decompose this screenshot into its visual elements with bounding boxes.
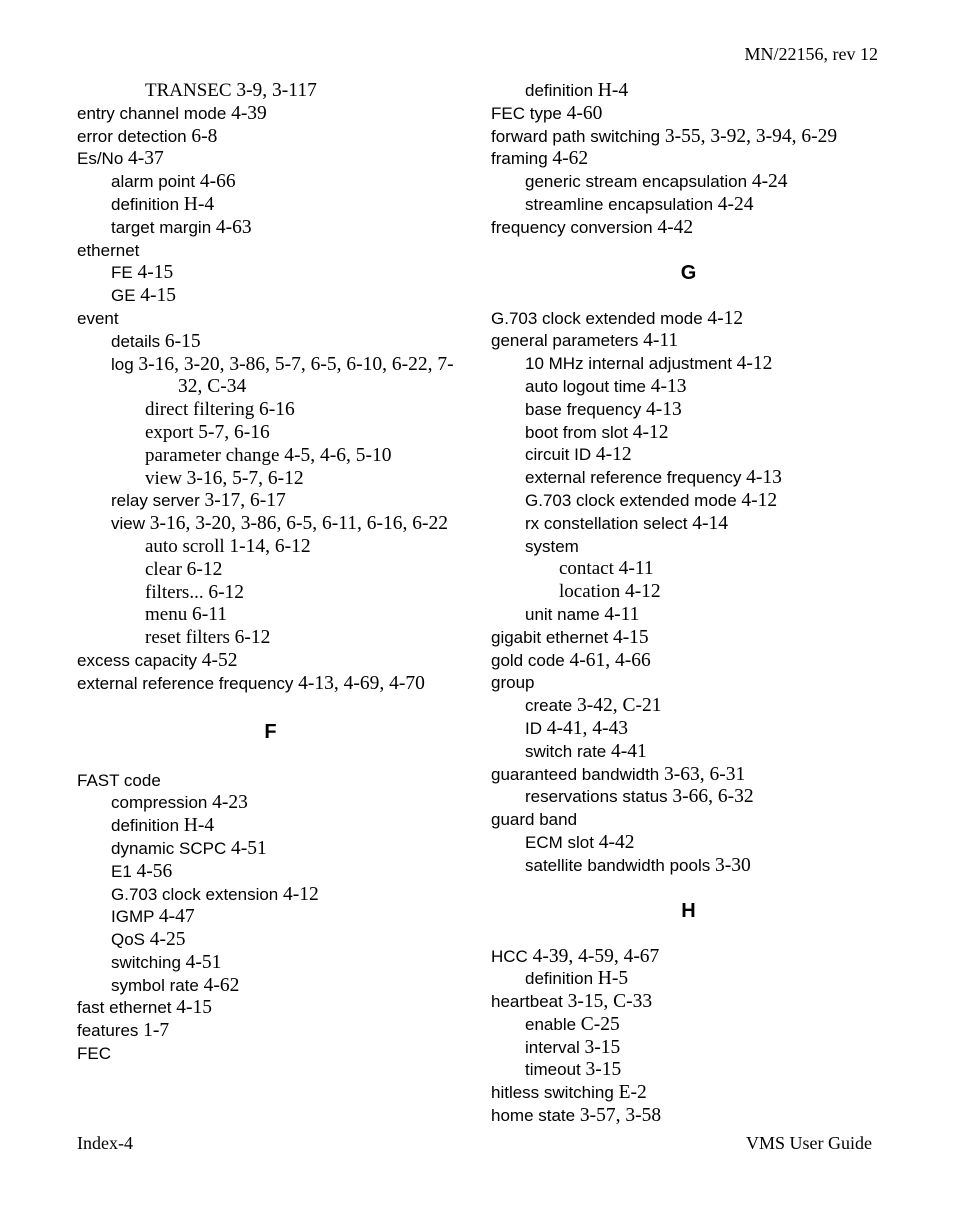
- index-page-refs[interactable]: 4-14: [692, 512, 729, 534]
- index-entry: [491, 194, 886, 217]
- index-term: switch rate: [525, 741, 607, 761]
- index-term: unit name: [525, 604, 600, 624]
- index-term: excess capacity: [77, 650, 197, 670]
- index-page-refs[interactable]: 4-15: [137, 262, 174, 284]
- index-page-refs[interactable]: 4-60: [566, 102, 603, 124]
- index-term: ECM slot: [525, 832, 594, 852]
- index-term: system: [525, 536, 579, 556]
- index-entry: [491, 786, 886, 809]
- index-term: G.703 clock extended mode: [491, 308, 703, 328]
- index-page-refs[interactable]: 4-42: [657, 216, 694, 238]
- index-entry: [77, 468, 464, 491]
- index-page-refs[interactable]: 4-66: [199, 171, 236, 193]
- index-entry: [491, 103, 886, 126]
- index-entry: [77, 171, 464, 194]
- index-entry: [491, 490, 886, 513]
- index-term: group: [491, 673, 535, 693]
- index-page-refs[interactable]: H-4: [183, 815, 215, 837]
- index-term: QoS: [111, 930, 146, 950]
- index-page-refs[interactable]: 4-15: [176, 997, 212, 1019]
- index-column-right: [491, 80, 886, 1128]
- index-entry: [491, 513, 886, 536]
- index-term: relay server: [111, 491, 200, 511]
- index-term: Es/No: [77, 149, 124, 169]
- index-page-refs[interactable]: H-4: [597, 80, 629, 101]
- index-page-refs[interactable]: 5-7, 6-16: [198, 421, 270, 443]
- index-entry: [491, 650, 886, 673]
- index-term: filters...: [145, 581, 204, 603]
- index-term: entry channel mode: [77, 103, 227, 123]
- index-entry: [491, 399, 886, 422]
- index-term: ethernet: [77, 240, 140, 260]
- index-entry: [491, 1105, 886, 1128]
- index-entry: [77, 884, 464, 907]
- index-term: HCC: [491, 946, 528, 966]
- index-term: FAST code: [77, 770, 161, 790]
- index-page-refs[interactable]: 3-15, C-33: [567, 991, 653, 1013]
- index-page-refs[interactable]: 6-8: [191, 125, 218, 147]
- index-entry: [77, 650, 464, 673]
- index-entry: [77, 1043, 464, 1066]
- index-term: generic stream encapsulation: [525, 172, 748, 192]
- index-entry: [491, 764, 886, 787]
- index-page-refs[interactable]: 3-17, 6-17: [204, 490, 286, 512]
- index-page-refs[interactable]: 4-5, 4-6, 5-10: [284, 444, 392, 466]
- index-page-refs[interactable]: 4-51: [185, 951, 222, 973]
- footer-doc-title: VMS User Guide: [746, 1133, 872, 1153]
- index-page-refs[interactable]: 4-12: [632, 421, 669, 443]
- index-entry: [491, 1082, 886, 1105]
- index-entry: [491, 695, 886, 718]
- index-term: heartbeat: [491, 992, 563, 1012]
- index-page-refs[interactable]: 6-16: [258, 399, 295, 421]
- index-term: G.703 clock extension: [111, 884, 279, 904]
- index-term: hitless switching: [491, 1083, 614, 1103]
- index-entry: [77, 906, 464, 929]
- index-term: TRANSEC: [145, 80, 232, 101]
- index-term: framing: [491, 149, 548, 169]
- index-page-refs[interactable]: 4-41, 4-43: [546, 717, 628, 739]
- index-page-refs[interactable]: E-2: [618, 1082, 647, 1104]
- index-page-refs[interactable]: 4-39, 4-59, 4-67: [532, 945, 660, 967]
- index-entry: [77, 770, 464, 793]
- index-term: details: [111, 331, 161, 351]
- index-entry: [491, 741, 886, 764]
- index-entry: [77, 604, 464, 627]
- index-page-refs[interactable]: 4-24: [717, 193, 754, 215]
- index-entry: [491, 353, 886, 376]
- index-page-refs[interactable]: 4-42: [598, 831, 635, 853]
- index-page-refs[interactable]: 4-47: [158, 906, 195, 928]
- index-page-refs[interactable]: 4-56: [136, 860, 173, 882]
- index-entry: [491, 126, 886, 149]
- letter-heading-g: G: [680, 262, 697, 285]
- index-term: target margin: [111, 217, 212, 237]
- index-page-refs[interactable]: H-5: [597, 968, 629, 990]
- index-entry: [77, 929, 464, 952]
- index-term: alarm point: [111, 172, 196, 192]
- index-page-refs[interactable]: 4-37: [128, 148, 164, 170]
- index-term: auto logout time: [525, 376, 646, 396]
- index-page-refs[interactable]: 3-30: [714, 854, 751, 876]
- index-term: direct filtering: [145, 399, 255, 421]
- header-doc-id: MN/22156, rev 12: [744, 44, 878, 64]
- index-entry: [491, 467, 886, 490]
- index-term: location: [559, 581, 621, 603]
- index-entry: [77, 997, 464, 1020]
- index-term: gold code: [491, 650, 565, 670]
- index-entry: [491, 376, 886, 399]
- index-term: home state: [491, 1106, 576, 1126]
- index-page-refs[interactable]: H-4: [183, 193, 215, 215]
- index-term: create: [525, 696, 573, 716]
- index-term: FEC type: [491, 103, 562, 123]
- index-entry: [77, 445, 464, 468]
- index-term: E1: [111, 861, 132, 881]
- index-entry: [491, 1037, 886, 1060]
- index-entry: [77, 673, 464, 696]
- index-page-refs[interactable]: 6-11: [191, 604, 227, 626]
- index-entry: [491, 809, 886, 832]
- index-entry: [491, 855, 886, 878]
- index-page-refs[interactable]: 1-7: [143, 1020, 170, 1042]
- index-page-refs[interactable]: 4-12: [741, 489, 778, 511]
- index-term: rx constellation select: [525, 513, 688, 533]
- index-page-refs[interactable]: 4-61, 4-66: [569, 649, 651, 671]
- index-entry: [77, 627, 464, 650]
- index-term: switching: [111, 952, 181, 972]
- index-term: circuit ID: [525, 445, 592, 465]
- index-page-refs[interactable]: 4-25: [149, 929, 186, 951]
- index-entry: [77, 331, 464, 354]
- index-term: boot from slot: [525, 422, 628, 442]
- index-term: definition: [525, 969, 594, 989]
- index-page-refs[interactable]: 4-13: [746, 467, 782, 489]
- index-term: frequency conversion: [491, 217, 653, 237]
- index-entry: [491, 558, 886, 581]
- index-term: symbol rate: [111, 975, 199, 995]
- index-entry: [77, 513, 464, 536]
- index-term: event: [77, 308, 119, 328]
- index-term: timeout: [525, 1060, 581, 1080]
- index-entry: [491, 308, 886, 331]
- index-page-refs[interactable]: 4-63: [215, 216, 252, 238]
- index-term: definition: [111, 194, 180, 214]
- index-page-refs[interactable]: 3-63, 6-31: [663, 763, 746, 785]
- index-page-refs[interactable]: 6-12: [208, 581, 245, 603]
- index-entry: [491, 171, 886, 194]
- index-term: ID: [525, 718, 542, 738]
- index-page-refs[interactable]: 6-15: [164, 330, 201, 352]
- index-term: general parameters: [491, 331, 639, 351]
- index-entry: [77, 490, 464, 513]
- index-entry: [77, 975, 464, 998]
- index-entry: [77, 217, 464, 240]
- index-term: G.703 clock extended mode: [525, 490, 737, 510]
- index-entry: [77, 559, 464, 582]
- index-entry: [77, 582, 464, 605]
- index-entry: [77, 240, 464, 263]
- index-page-refs[interactable]: 4-15: [612, 626, 649, 648]
- index-page-refs[interactable]: 3-15: [585, 1059, 622, 1081]
- index-entry: [77, 194, 464, 217]
- index-term: contact: [559, 558, 614, 580]
- index-page-refs[interactable]: 4-23: [212, 792, 248, 814]
- index-page-refs[interactable]: 4-15: [140, 285, 177, 307]
- index-page-refs[interactable]: 4-12: [736, 353, 773, 375]
- index-page-refs[interactable]: 3-55, 3-92, 3-94, 6-29: [664, 125, 838, 147]
- index-entry: [491, 330, 886, 353]
- index-term: view: [111, 514, 146, 534]
- index-term: reset filters: [145, 627, 230, 649]
- index-term: clear: [145, 558, 182, 580]
- index-term: view: [145, 467, 182, 489]
- index-term: base frequency: [525, 399, 642, 419]
- index-entry: [491, 604, 886, 627]
- index-entry: [491, 1014, 886, 1037]
- index-entry: [491, 991, 886, 1014]
- index-entry: [491, 946, 886, 969]
- index-term: error detection: [77, 126, 187, 146]
- index-term: auto scroll: [145, 535, 225, 557]
- index-term: enable: [525, 1014, 577, 1034]
- index-entry: [491, 80, 886, 103]
- index-page-refs[interactable]: 4-13: [650, 375, 687, 397]
- index-term: export: [145, 421, 194, 443]
- index-term: parameter change: [145, 444, 280, 466]
- index-entry: [77, 536, 464, 559]
- index-entry: [77, 148, 464, 171]
- index-page-refs[interactable]: 4-39: [231, 102, 267, 124]
- index-entry: [77, 792, 464, 815]
- index-entry: [77, 80, 464, 103]
- index-entry: [491, 148, 886, 171]
- index-entry: [491, 672, 886, 695]
- index-entry: [77, 838, 464, 861]
- index-term: guaranteed bandwidth: [491, 764, 660, 784]
- index-page-refs[interactable]: 6-12: [234, 627, 271, 649]
- index-term: satellite bandwidth pools: [525, 855, 711, 875]
- index-page-refs[interactable]: 4-24: [751, 171, 788, 193]
- index-entry: [77, 354, 464, 400]
- index-term: GE: [111, 286, 136, 306]
- letter-heading-f: F: [264, 721, 277, 744]
- index-page-refs[interactable]: 4-12: [283, 883, 319, 905]
- index-entry: [491, 217, 886, 240]
- index-term: FEC: [77, 1044, 111, 1064]
- index-entry: [491, 422, 886, 445]
- index-entry: [491, 536, 886, 559]
- index-page-refs[interactable]: 3-9, 3-117: [236, 80, 317, 101]
- index-page-refs[interactable]: 3-57, 3-58: [579, 1105, 662, 1127]
- index-entry: [77, 861, 464, 884]
- index-entry: [77, 815, 464, 838]
- index-entry: [491, 968, 886, 991]
- index-page-refs[interactable]: 4-62: [203, 974, 240, 996]
- index-page-refs[interactable]: 6-12: [186, 558, 223, 580]
- index-term: 10 MHz internal adjustment: [525, 354, 732, 374]
- index-entry: [77, 103, 464, 126]
- index-page-refs[interactable]: 4-51: [231, 837, 267, 859]
- index-term: definition: [111, 816, 180, 836]
- index-entry: [77, 285, 464, 308]
- index-entry: [77, 399, 464, 422]
- index-term: reservations status: [525, 787, 668, 807]
- index-page-refs[interactable]: 4-12: [595, 444, 632, 466]
- index-entry: [77, 126, 464, 149]
- index-entry: [77, 952, 464, 975]
- index-term: IGMP: [111, 907, 155, 927]
- index-term: FE: [111, 263, 133, 283]
- index-page-refs[interactable]: 3-16, 3-20, 3-86, 6-5, 6-11, 6-16, 6-22: [149, 513, 448, 535]
- index-entry: [77, 308, 464, 331]
- index-term: fast ethernet: [77, 998, 172, 1018]
- index-term: external reference frequency: [525, 468, 742, 488]
- index-page-refs[interactable]: C-25: [580, 1013, 620, 1035]
- index-column-left: [77, 80, 464, 1066]
- index-entry: [491, 1059, 886, 1082]
- index-entry: [491, 832, 886, 855]
- index-term: definition: [525, 81, 594, 100]
- index-term: gigabit ethernet: [491, 627, 609, 647]
- index-term: forward path switching: [491, 126, 661, 146]
- letter-heading-h: H: [681, 900, 696, 922]
- index-entry: [491, 444, 886, 467]
- index-page-refs[interactable]: 4-13, 4-69, 4-70: [298, 672, 425, 694]
- index-page-refs[interactable]: 1-14, 6-12: [229, 535, 311, 557]
- index-entry: [491, 627, 886, 650]
- index-term: dynamic SCPC: [111, 838, 227, 858]
- index-page-refs[interactable]: 4-13: [645, 398, 682, 420]
- index-entry: [491, 581, 886, 604]
- index-term: streamline encapsulation: [525, 194, 714, 214]
- index-term: compression: [111, 793, 208, 813]
- index-entry: [77, 262, 464, 285]
- footer-page-label: Index-4: [77, 1133, 133, 1153]
- index-term: interval: [525, 1037, 580, 1057]
- index-term: guard band: [491, 810, 578, 830]
- index-entry: [77, 422, 464, 445]
- index-page-refs[interactable]: 4-11: [618, 558, 654, 580]
- index-term: features: [77, 1021, 139, 1041]
- index-term: external reference frequency: [77, 673, 294, 693]
- index-entry: [77, 1020, 464, 1043]
- index-page-refs[interactable]: 3-16, 3-20, 3-86, 5-7, 6-5, 6-10, 6-22, 7-32, C-34: [138, 353, 454, 398]
- index-page-refs[interactable]: 4-62: [552, 148, 589, 170]
- index-page-refs[interactable]: 3-42, C-21: [576, 695, 662, 717]
- index-term: menu: [145, 604, 188, 626]
- index-page-refs[interactable]: 3-15: [584, 1036, 621, 1058]
- index-page-refs[interactable]: 4-11: [643, 330, 679, 352]
- index-entry: [491, 718, 886, 741]
- index-page-refs[interactable]: 3-16, 5-7, 6-12: [186, 467, 304, 489]
- index-page-refs[interactable]: 4-41: [610, 740, 647, 762]
- index-page-refs[interactable]: 3-66, 6-32: [672, 786, 754, 808]
- index-page-refs[interactable]: 4-12: [707, 307, 744, 329]
- index-term: log: [111, 354, 134, 374]
- index-page-refs[interactable]: 4-11: [604, 603, 640, 625]
- index-page-refs[interactable]: 4-52: [201, 649, 238, 671]
- index-page-refs[interactable]: 4-12: [624, 581, 661, 603]
